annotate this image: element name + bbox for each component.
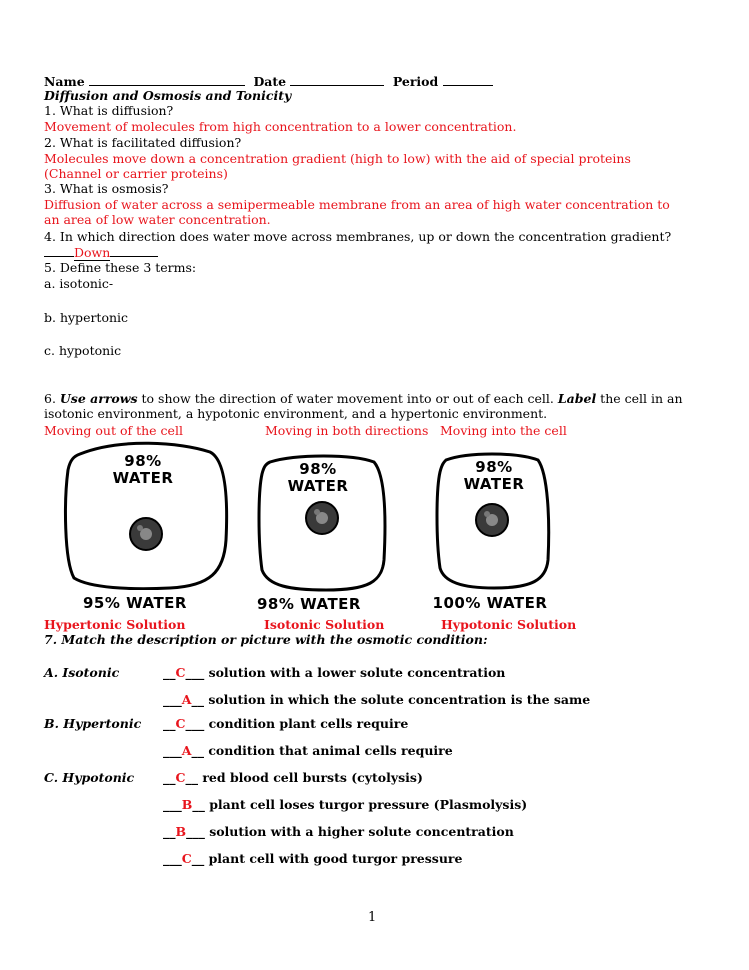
match-row: __C___ condition plant cells require	[163, 716, 409, 731]
movement-label-1: Moving out of the cell	[44, 423, 183, 438]
q2-question: 2. What is facilitated diffusion?	[44, 135, 242, 150]
period-field[interactable]	[443, 73, 493, 86]
page-number: 1	[368, 910, 377, 925]
cell-1-inside-percent: 98%	[124, 452, 162, 470]
q5-term-a: a. isotonic-	[44, 276, 114, 291]
match-answer: C	[175, 665, 186, 680]
name-label: Name	[44, 74, 85, 89]
movement-label-3: Moving into the cell	[440, 423, 567, 438]
q2-answer-line1: Molecules move down a concentration gradient (high to low) with the aid of special proteins	[44, 151, 631, 166]
cell-3-inside-percent: 98%	[475, 458, 513, 476]
match-row: ___B__ plant cell loses turgor pressure (Plasmolysis)	[163, 797, 528, 812]
q2-answer-line2: (Channel or carrier proteins)	[44, 166, 228, 181]
option-a: A. Isotonic	[44, 665, 120, 680]
match-answer: B	[175, 824, 187, 839]
use-arrows-emphasis: Use arrows	[59, 391, 138, 406]
period-label: Period	[392, 74, 439, 89]
q6-question-line1: 6. Use arrows to show the direction of water movement into or out of each cell. Label the cell in an	[44, 391, 683, 406]
cell-2-outside-label: 98% WATER	[257, 595, 361, 613]
cell-1-solution: Hypertonic Solution	[44, 617, 186, 632]
match-answer: C	[181, 851, 192, 866]
match-answer: C	[175, 770, 186, 785]
cell-3-outside-label: 100% WATER	[432, 594, 548, 612]
header-line	[44, 73, 493, 89]
q1-question: 1. What is diffusion?	[44, 103, 174, 118]
match-answer: A	[181, 743, 192, 758]
option-c: C. Hypotonic	[44, 770, 135, 785]
q3-answer-line1: Diffusion of water across a semipermeable membrane from an area of high water concentration to	[44, 197, 670, 212]
q3-answer-line2: an area of low water concentration.	[44, 212, 271, 227]
q4-question: 4. In which direction does water move across membranes, up or down the concentration gradient?	[44, 229, 672, 244]
match-row: ___A__ condition that animal cells require	[163, 743, 453, 758]
q5-question: 5. Define these 3 terms:	[44, 260, 197, 275]
date-field[interactable]	[290, 73, 384, 86]
cell-2-solution: Isotonic Solution	[264, 617, 385, 632]
q7-title: 7. Match the description or picture with the osmotic condition:	[44, 632, 488, 647]
q5-term-b: b. hypertonic	[44, 310, 129, 325]
match-answer: B	[181, 797, 193, 812]
q6-question-line2: isotonic environment, a hypotonic environment, and a hypertonic environment.	[44, 406, 548, 421]
match-answer: C	[175, 716, 186, 731]
match-row: __C__ red blood cell bursts (cytolysis)	[163, 770, 423, 785]
match-answer: A	[181, 692, 192, 707]
q4-answer-line	[44, 244, 158, 260]
date-label: Date	[253, 74, 287, 89]
movement-label-2: Moving in both directions	[265, 423, 429, 438]
match-row: __B___ solution with a higher solute concentration	[163, 824, 514, 839]
q5-term-c: c. hypotonic	[44, 343, 122, 358]
worksheet-title: Diffusion and Osmosis and Tonicity	[44, 88, 292, 103]
match-row: ___A__ solution in which the solute concentration is the same	[163, 692, 591, 707]
cell-3-inside-word: WATER	[463, 475, 525, 493]
label-emphasis: Label	[557, 391, 597, 406]
cell-2-inside-word: WATER	[287, 477, 349, 495]
name-field[interactable]	[89, 73, 245, 86]
q3-question: 3. What is osmosis?	[44, 181, 169, 196]
match-row: ___C__ plant cell with good turgor pressure	[163, 851, 463, 866]
q4-answer: Down	[74, 245, 111, 260]
cell-1-outside-label: 95% WATER	[83, 594, 187, 612]
option-b: B. Hypertonic	[44, 716, 142, 731]
match-row: __C___ solution with a lower solute concentration	[163, 665, 506, 680]
cell-1-inside-word: WATER	[112, 469, 174, 487]
cell-2-inside-percent: 98%	[299, 460, 337, 478]
q1-answer: Movement of molecules from high concentration to a lower concentration.	[44, 119, 517, 134]
cell-3-solution: Hypotonic Solution	[441, 617, 577, 632]
